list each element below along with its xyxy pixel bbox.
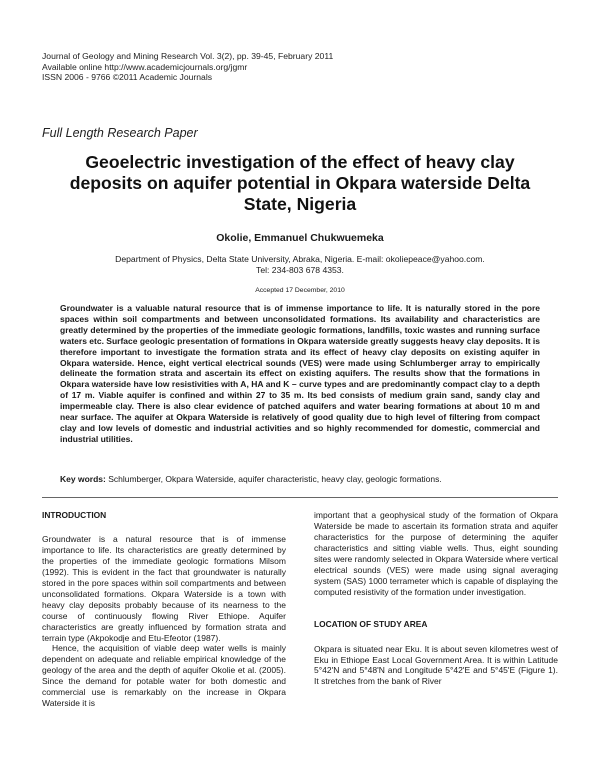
keywords-text: Schlumberger, Okpara Waterside, aquifer characteristic, heavy clay, geologic formations. xyxy=(108,474,442,484)
left-column xyxy=(42,510,286,709)
keywords-label: Key words: xyxy=(60,474,106,484)
section-divider xyxy=(42,497,558,498)
introduction-heading: INTRODUCTION xyxy=(42,510,107,520)
affiliation-phone: Tel: 234-803 678 4353. xyxy=(256,265,344,275)
affiliation-address: Department of Physics, Delta State University, Abraka, Nigeria. E-mail: okoliepeace@yahoo.com. xyxy=(115,254,485,264)
location-heading: LOCATION OF STUDY AREA xyxy=(314,618,428,629)
author-affiliation xyxy=(60,254,540,276)
keywords xyxy=(60,474,540,484)
journal-url[interactable]: Available online http://www.academicjournals.org/jgmr xyxy=(42,61,248,72)
location-paragraph: Okpara is situated near Eku. It is about seven kilometres west of Eku in Ethiope East Local Government Area. It is within Latitude 5°42'N and 5°48'N and Longitude 5°42'E and 5°45'E (Figure 1). It stretches from the bank of River xyxy=(314,643,558,687)
intro-paragraph-3: important that a geophysical study of the formation of Okpara Waterside be made to ascertain its formation strata and aquifer characteristics for the purpose of determining the aquifer characteristics and sitting viable wells. Thus, eight sounding sites were randomly selected in Okpara Waterside where vertical electrical sounds (VES) were made using signal averaging system (SAS) 1000 terrameter which is capable of displaying the computed resistivity of the formation under investigation. xyxy=(314,510,558,597)
abstract: Groundwater is a valuable natural resource that is of immense importance to life. It is naturally stored in the pore spaces within soil compartments and between unconsolidated formations. Its availability and characteristics are greatly determined by the properties of the immediate geologic formations, landfills, toxic wastes and running surface waters etc. Surface geologic presentation of formations in Okpara waterside greatly suggests heavy clay deposits. It is therefore important to investigate the formation strata and its effect of heavy clay deposits on existing aquifer in Okpara waterside. Hence, eight vertical electrical sounds (VES) were made using Schlumberger array to empirically delineate the formation strata and ascertain its effect on existing aquifers. The results show that the formations in Okpara waterside have low resistivities with A, HA and K – curve types and are predominantly compact clay to a depth of 17 m. Viable aquifer is confined and within 27 to 35 m. Its bed consists of medium grain sand, sandy clay and impermeable clay. There is also clear evidence of patched aquifers and water bearing formations at about 10 m and near surface. The aquifer at Okpara Waterside is relatively of good quality due to high level of filtering from compact clay and low levels of domestic and industrial activities and so highly recommended for domestic, commercial and industrial utilities. xyxy=(60,303,540,444)
journal-citation: Journal of Geology and Mining Research Vol. 3(2), pp. 39-45, February 2011 xyxy=(42,51,334,61)
paper-title: Geoelectric investigation of the effect of heavy clay deposits on aquifer potential in Okpara waterside Delta State, Nigeria xyxy=(69,152,531,214)
paper-type: Full Length Research Paper xyxy=(42,126,198,140)
accepted-date: Accepted 17 December, 2010 xyxy=(255,287,345,294)
intro-paragraph-2: Hence, the acquisition of viable deep water wells is mainly dependent on adequate and reliable empirical knowledge of the geology of the area and the depth of aquifer Okolie et al. (2005). Since the demand for potable water for both domestic and commercial use is remarkably on the increase in Okpara Waterside it is xyxy=(42,643,286,709)
author-name: Okolie, Emmanuel Chukwuemeka xyxy=(216,232,384,244)
intro-paragraph-1: Groundwater is a natural resource that is of immense importance to life. Its characteristics are greatly determined by the properties of the immediate geologic formations Milsom (1992). This is evident in the fact that groundwater is naturally stored in the pore spaces within soil compartments and between unconsolidated formations. Okpara Waterside is a town with heavy clay deposits probably because of its nearness to the course of continuously flowing River Ethiope. Aquifer characteristics are greatly influenced by formation strata and terrain type (Akpokodje and Etu-Efeotor (1987). xyxy=(42,533,286,643)
journal-header xyxy=(42,51,333,83)
right-column xyxy=(314,510,558,687)
journal-issn: ISSN 2006 - 9766 ©2011 Academic Journals xyxy=(42,72,213,82)
